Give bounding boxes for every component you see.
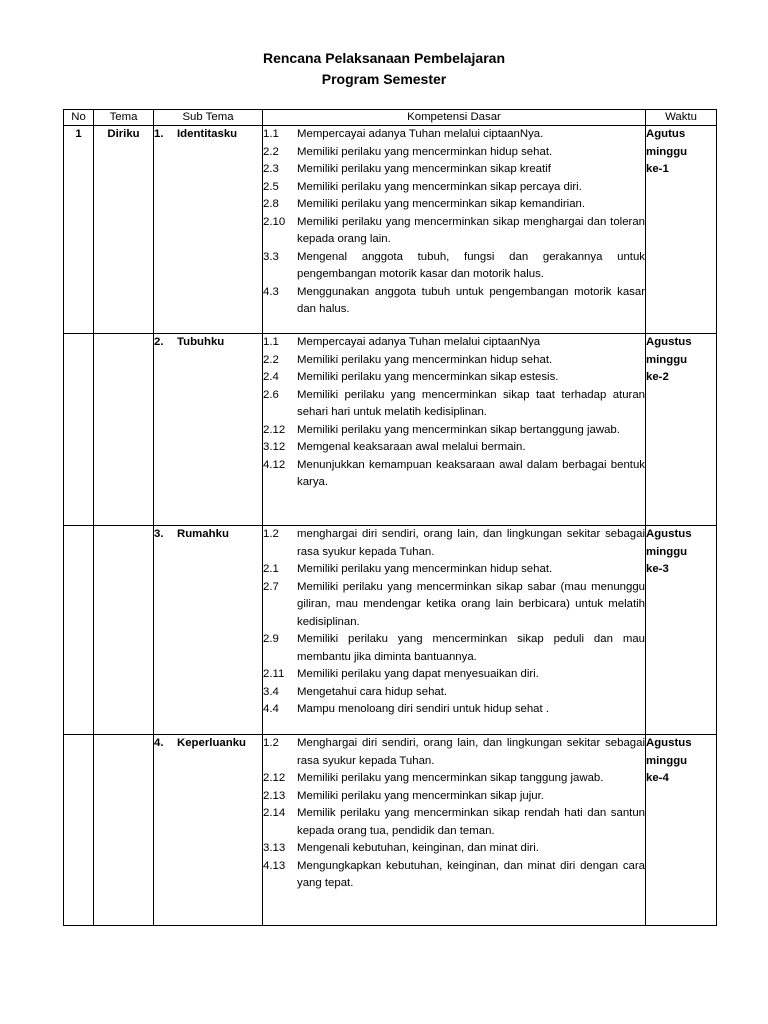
kompetensi-text: Mengetahui cara hidup sehat.	[297, 685, 448, 698]
kompetensi-text: Memiliki perilaku yang mencerminkan sikap jujur.	[297, 789, 544, 802]
kompetensi-item	[263, 439, 645, 457]
header-no: No	[64, 110, 94, 126]
kompetensi-number: 2.1	[263, 563, 279, 575]
kompetensi-text: Memiliki perilaku yang mencerminkan sikap sabar (mau menunggu giliran, mau mendengar ketika orang lain berbicara) untuk melatih kedisiplinan.	[297, 580, 645, 628]
kompetensi-item	[263, 144, 645, 162]
kompetensi-item	[263, 561, 645, 579]
kompetensi-number: 1.2	[263, 528, 279, 540]
header-waktu: Waktu	[646, 110, 717, 126]
waktu-cell	[646, 126, 717, 334]
kompetensi-number: 2.3	[263, 163, 279, 175]
kompetensi-text: Mempercayai adanya Tuhan melalui ciptaanNya.	[297, 128, 544, 140]
kompetensi-number: 2.2	[263, 145, 279, 158]
waktu-cell	[646, 735, 717, 926]
document-title: Rencana Pelaksanaan Pembelajaran	[262, 50, 506, 66]
kompetensi-item	[263, 196, 645, 214]
kompetensi-text: Memiliki perilaku yang dapat menyesuaikan diri.	[297, 668, 539, 680]
kompetensi-item	[263, 249, 645, 284]
row-number	[64, 526, 94, 735]
waktu-cell	[646, 334, 717, 526]
kompetensi-item	[263, 579, 645, 632]
kompetensi-number: 2.13	[263, 789, 286, 802]
kompetensi-text: Memilik perilaku yang mencerminkan sikap rendah hati dan santun kepada orang tua, pendidik dan teman.	[297, 807, 645, 837]
table-row	[64, 126, 717, 334]
kompetensi-item	[263, 284, 645, 319]
kompetensi-text: Memiliki perilaku yang mencerminkan sikap estesis.	[297, 371, 559, 383]
kompetensi-number: 1.2	[263, 737, 279, 749]
kompetensi-text: Memiliki perilaku yang mencerminkan sikap tanggung jawab.	[297, 772, 604, 784]
kompetensi-text: Menggunakan anggota tubuh untuk pengembangan motorik kasar dan halus.	[297, 285, 645, 315]
row-number	[64, 735, 94, 926]
kompetensi-item	[263, 214, 645, 249]
kompetensi-item	[263, 666, 645, 684]
row-number	[64, 334, 94, 526]
waktu-line: Agutus	[646, 128, 686, 140]
kompetensi-number: 2.2	[263, 353, 279, 366]
kompetensi-number: 2.5	[263, 180, 279, 193]
kompetensi-text: Memiliki perilaku yang mencerminkan sikap kemandirian.	[297, 198, 586, 210]
kompetensi-number: 3.13	[263, 842, 286, 854]
table-row	[64, 526, 717, 735]
waktu-cell	[646, 526, 717, 735]
kompetensi-text: Memiliki perilaku yang mencerminkan sikap kreatif	[297, 163, 551, 175]
header-tema: Tema	[94, 110, 154, 126]
sub-tema-number: 4.	[154, 737, 164, 749]
kompetensi-number: 4.4	[263, 703, 279, 715]
kompetensi-item	[263, 334, 645, 352]
sub-tema-name: Rumahku	[177, 528, 229, 540]
kompetensi-item	[263, 770, 645, 788]
kompetensi-item	[263, 126, 645, 144]
kompetensi-item	[263, 352, 645, 370]
waktu-line: ke-4	[646, 772, 669, 784]
kompetensi-text: menghargai diri sendiri, orang lain, dan lingkungan sekitar sebagai rasa syukur kepada Tuhan.	[297, 528, 645, 558]
kompetensi-item	[263, 858, 645, 893]
waktu-line: ke-3	[646, 563, 669, 575]
kompetensi-text: Mengenali kebutuhan, keinginan, dan minat diri.	[297, 842, 539, 854]
kompetensi-text: Menunjukkan kemampuan keaksaraan awal dalam berbagai bentuk karya.	[297, 458, 645, 488]
kompetensi-text: Memiliki perilaku yang mencerminkan sikap taat terhadap aturan sehari hari untuk melatih kedisiplinan.	[297, 388, 645, 418]
kompetensi-text: Memiliki perilaku yang mencerminkan hidup sehat.	[297, 563, 553, 575]
kompetensi-item	[263, 387, 645, 422]
kompetensi-item	[263, 684, 645, 702]
kompetensi-item	[263, 840, 645, 858]
sub-tema-name: Tubuhku	[177, 336, 225, 348]
sub-tema-name: Identitasku	[177, 128, 238, 140]
kompetensi-number: 3.12	[263, 441, 286, 453]
kompetensi-item	[263, 369, 645, 387]
kompetensi-number: 2.12	[263, 423, 286, 436]
kompetensi-number: 2.4	[263, 371, 279, 383]
document-subtitle: Program Semester	[321, 71, 447, 87]
kompetensi-text: Memiliki perilaku yang mencerminkan hidup sehat.	[297, 145, 553, 158]
waktu-line: minggu	[646, 545, 688, 558]
table-row	[64, 334, 717, 526]
kompetensi-item	[263, 161, 645, 179]
waktu-line: Agustus	[646, 737, 692, 749]
kompetensi-number: 2.9	[263, 633, 279, 645]
waktu-line: minggu	[646, 754, 688, 767]
kompetensi-number: 1.1	[263, 336, 279, 348]
sub-tema-number: 3.	[154, 528, 164, 540]
kompetensi-number: 2.8	[263, 198, 279, 210]
waktu-line: minggu	[646, 353, 688, 366]
tema-cell	[94, 526, 154, 735]
tema-cell	[94, 334, 154, 526]
kompetensi-number: 2.7	[263, 580, 279, 593]
kompetensi-number: 3.3	[263, 250, 279, 263]
sub-tema-cell	[154, 334, 263, 526]
kompetensi-text: Memiliki perilaku yang mencerminkan sikap menghargai dan toleran kepada orang lain.	[297, 215, 645, 245]
kompetensi-dasar-cell	[263, 334, 646, 526]
kompetensi-item	[263, 526, 645, 561]
sub-tema-number: 1.	[154, 128, 164, 140]
kompetensi-text: Memiliki perilaku yang mencerminkan sikap bertanggung jawab.	[297, 423, 620, 436]
table-row	[64, 735, 717, 926]
kompetensi-dasar-cell	[263, 126, 646, 334]
kompetensi-number: 4.12	[263, 458, 286, 471]
kompetensi-text: Mengenal anggota tubuh, fungsi dan gerakannya untuk pengembangan motorik kasar dan motorik halus.	[297, 250, 645, 280]
kompetensi-number: 3.4	[263, 685, 279, 698]
waktu-line: ke-1	[646, 163, 669, 175]
sub-tema-number: 2.	[154, 336, 164, 348]
kompetensi-text: Memiliki perilaku yang mencerminkan sikap percaya diri.	[297, 180, 582, 193]
kompetensi-text: Menghargai diri sendiri, orang lain, dan lingkungan sekitar sebagai rasa syukur kepada Tuhan.	[297, 737, 645, 767]
kompetensi-item	[263, 788, 645, 806]
sub-tema-cell	[154, 126, 263, 334]
kompetensi-text: Mempercayai adanya Tuhan melalui ciptaanNya	[297, 336, 541, 348]
sub-tema-name: Keperluanku	[177, 737, 246, 749]
kompetensi-text: Mampu menoloang diri sendiri untuk hidup sehat .	[297, 703, 550, 715]
waktu-line: Agustus	[646, 336, 692, 348]
tema-cell	[94, 735, 154, 926]
header-kompetensi-dasar: Kompetensi Dasar	[263, 110, 646, 126]
kompetensi-number: 2.12	[263, 772, 286, 784]
waktu-line: ke-2	[646, 371, 669, 383]
kompetensi-dasar-cell	[263, 735, 646, 926]
program-semester-table	[63, 109, 717, 926]
header-sub-tema: Sub Tema	[154, 110, 263, 126]
kompetensi-number: 4.3	[263, 285, 279, 298]
kompetensi-item	[263, 701, 645, 719]
kompetensi-text: Memiliki perilaku yang mencerminkan sikap peduli dan mau membantu jika diminta bantuannya.	[297, 633, 645, 663]
kompetensi-dasar-cell	[263, 526, 646, 735]
kompetensi-item	[263, 735, 645, 770]
sub-tema-cell	[154, 735, 263, 926]
kompetensi-text: Memgenal keaksaraan awal melalui bermain.	[297, 441, 526, 453]
kompetensi-item	[263, 422, 645, 440]
row-number: 1	[64, 126, 94, 334]
kompetensi-number: 2.14	[263, 807, 286, 819]
kompetensi-item	[263, 179, 645, 197]
waktu-line: Agustus	[646, 528, 692, 540]
kompetensi-text: Memiliki perilaku yang mencerminkan hidup sehat.	[297, 353, 553, 366]
kompetensi-item	[263, 457, 645, 492]
sub-tema-cell	[154, 526, 263, 735]
kompetensi-item	[263, 631, 645, 666]
kompetensi-number: 2.11	[263, 668, 285, 680]
kompetensi-item	[263, 805, 645, 840]
kompetensi-number: 2.6	[263, 388, 279, 401]
waktu-line: minggu	[646, 145, 688, 158]
kompetensi-text: Mengungkapkan kebutuhan, keinginan, dan minat diri dengan cara yang tepat.	[297, 859, 645, 889]
table-header-row	[64, 110, 717, 126]
kompetensi-number: 4.13	[263, 859, 286, 872]
kompetensi-number: 1.1	[263, 128, 279, 140]
tema-cell: Diriku	[94, 126, 154, 334]
kompetensi-number: 2.10	[263, 215, 286, 228]
